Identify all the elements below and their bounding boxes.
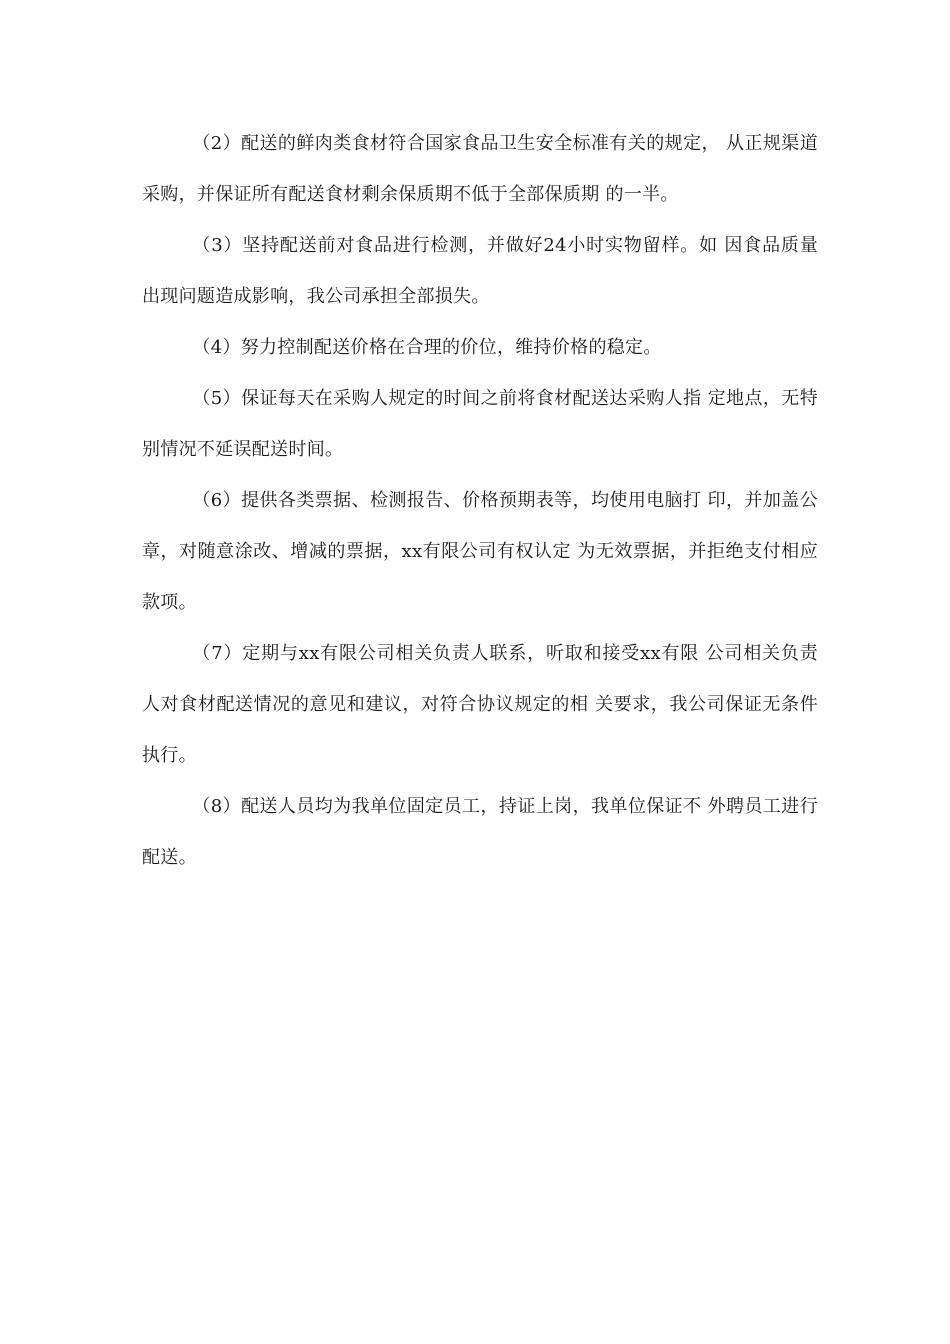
paragraph-2: （2）配送的鲜肉类食材符合国家食品卫生安全标准有关的规定， 从正规渠道采购，并保证所有配送食材剩余保质期不低于全部保质期 的一半。 (142, 133, 818, 205)
paragraph-6: （6）提供各类票据、检测报告、价格预期表等，均使用电脑打 印，并加盖公章，对随意涂改、增减的票据，xx有限公司有权认定 为无效票据，并拒绝支付相应款项。 (142, 490, 818, 613)
paragraph-5: （5）保证每天在采购人规定的时间之前将食材配送达采购人指 定地点，无特别情况不延误配送时间。 (142, 388, 818, 460)
paragraph-4: （4）努力控制配送价格在合理的价位，维持价格的稳定。 (192, 337, 662, 358)
document-body (142, 118, 818, 883)
paragraph-7: （7）定期与xx有限公司相关负责人联系，听取和接受xx有限 公司相关负责人对食材配送情况的意见和建议，对符合协议规定的相 关要求，我公司保证无条件执行。 (142, 643, 818, 766)
paragraph-3: （3）坚持配送前对食品进行检测，并做好24小时实物留样。如 因食品质量出现问题造成影响，我公司承担全部损失。 (142, 235, 818, 307)
paragraph-8: （8）配送人员均为我单位固定员工，持证上岗，我单位保证不 外聘员工进行配送。 (142, 796, 818, 868)
